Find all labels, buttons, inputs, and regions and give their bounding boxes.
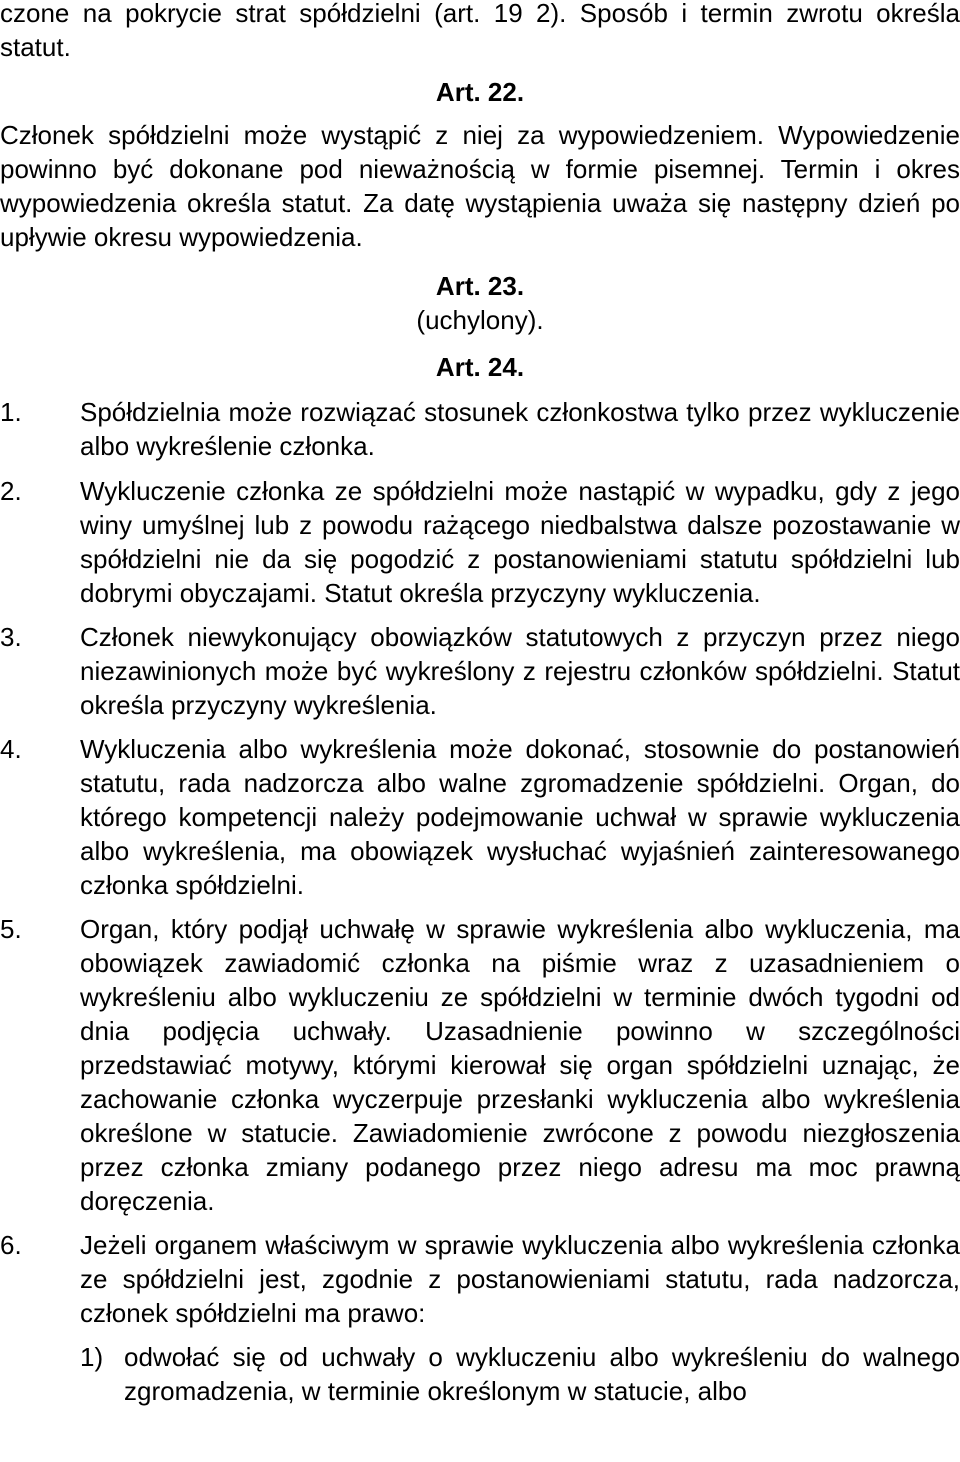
paragraph-number: 6. (0, 1230, 22, 1260)
article-22-text: Członek spółdzielni może wystąpić z niej za wypowiedzeniem. Wypowiedzenie powinno być dokonane pod nieważnością w formie pisemnej. Termin i okres wypowiedzenia określa statut. Za datę wystąpienia uważa się następny dzień po upływie okresu wypowiedzenia. (0, 120, 960, 252)
article-24-heading: Art. 24. (435, 352, 525, 382)
paragraph-text: Spółdzielnia może rozwiązać stosunek członkostwa tylko przez wykluczenie albo wykreślenie członka. (80, 397, 960, 461)
article-24-paragraph-4 (0, 732, 960, 902)
point-text: odwołać się od uchwały o wykluczeniu albo wykreśleniu do walnego zgromadzenia, w terminie określonym w statucie, albo (124, 1342, 960, 1406)
article-24-paragraph-5 (0, 912, 960, 1218)
paragraph-text: Organ, który podjął uchwałę w sprawie wykreślenia albo wykluczenia, ma obowiązek zawiadomić członka na piśmie wraz z uzasadnieniem o wykreśleniu albo wykluczeniu ze spółdzielni w terminie dwóch tygodni od dnia podjęcia uchwały. Uzasadnienie powinno w szczególności przedstawiać motywy, którymi kierował się organ spółdzielni uznając, że zachowanie członka wyczerpuje przesłanki wykluczenia albo wykreślenia określone w statucie. Zawiadomienie zwrócone z powodu niezgłoszenia przez członka zmiany podanego przez niego adresu ma moc prawną doręczenia. (80, 914, 960, 1216)
paragraph-number: 5. (0, 914, 22, 944)
article-24-paragraph-3 (0, 620, 960, 722)
article-23-heading: Art. 23. (435, 271, 525, 301)
article-22-heading: Art. 22. (435, 77, 525, 107)
paragraph-text: Wykluczenia albo wykreślenia może dokonać, stosownie do postanowień statutu, rada nadzorcza albo walne zgromadzenie spółdzielni. Organ, do którego kompetencji należy podejmowanie uchwał w sprawie wykluczenia albo wykreślenia, ma obowiązek wysłuchać wyjaśnień zainteresowanego członka spółdzielni. (80, 734, 960, 900)
point-number: 1) (80, 1342, 104, 1372)
paragraph-text: Członek niewykonujący obowiązków statutowych z przyczyn przez niego niezawinionych może być wykreślony z rejestru członków spółdzielni. Statut określa przyczyny wykreślenia. (80, 622, 960, 720)
article-23-note: (uchylony). (416, 305, 544, 335)
article-24-paragraph-6 (0, 1228, 960, 1330)
article-24-paragraph-1 (0, 395, 960, 463)
paragraph-text: Jeżeli organem właściwym w sprawie wykluczenia albo wykreślenia członka ze spółdzielni jest, zgodnie z postanowieniami statutu, rada nadzorcza, członek spółdzielni ma prawo: (80, 1230, 960, 1328)
paragraph-number: 4. (0, 734, 22, 764)
article-24-paragraph-2 (0, 474, 960, 610)
intro-paragraph: czone na pokrycie strat spółdzielni (art. 19 2). Sposób i termin zwrotu określa statut. (0, 0, 960, 62)
paragraph-number: 2. (0, 476, 22, 506)
paragraph-number: 1. (0, 397, 22, 427)
paragraph-text: Wykluczenie członka ze spółdzielni może nastąpić w wypadku, gdy z jego winy umyślnej lub z powodu rażącego niedbalstwa dalsze pozostawanie w spółdzielni nie da się pogodzić z postanowieniami statutu spółdzielni lub dobrymi obyczajami. Statut określa przyczyny wykluczenia. (80, 476, 960, 608)
paragraph-number: 3. (0, 622, 22, 652)
article-24-point-1 (80, 1340, 960, 1408)
